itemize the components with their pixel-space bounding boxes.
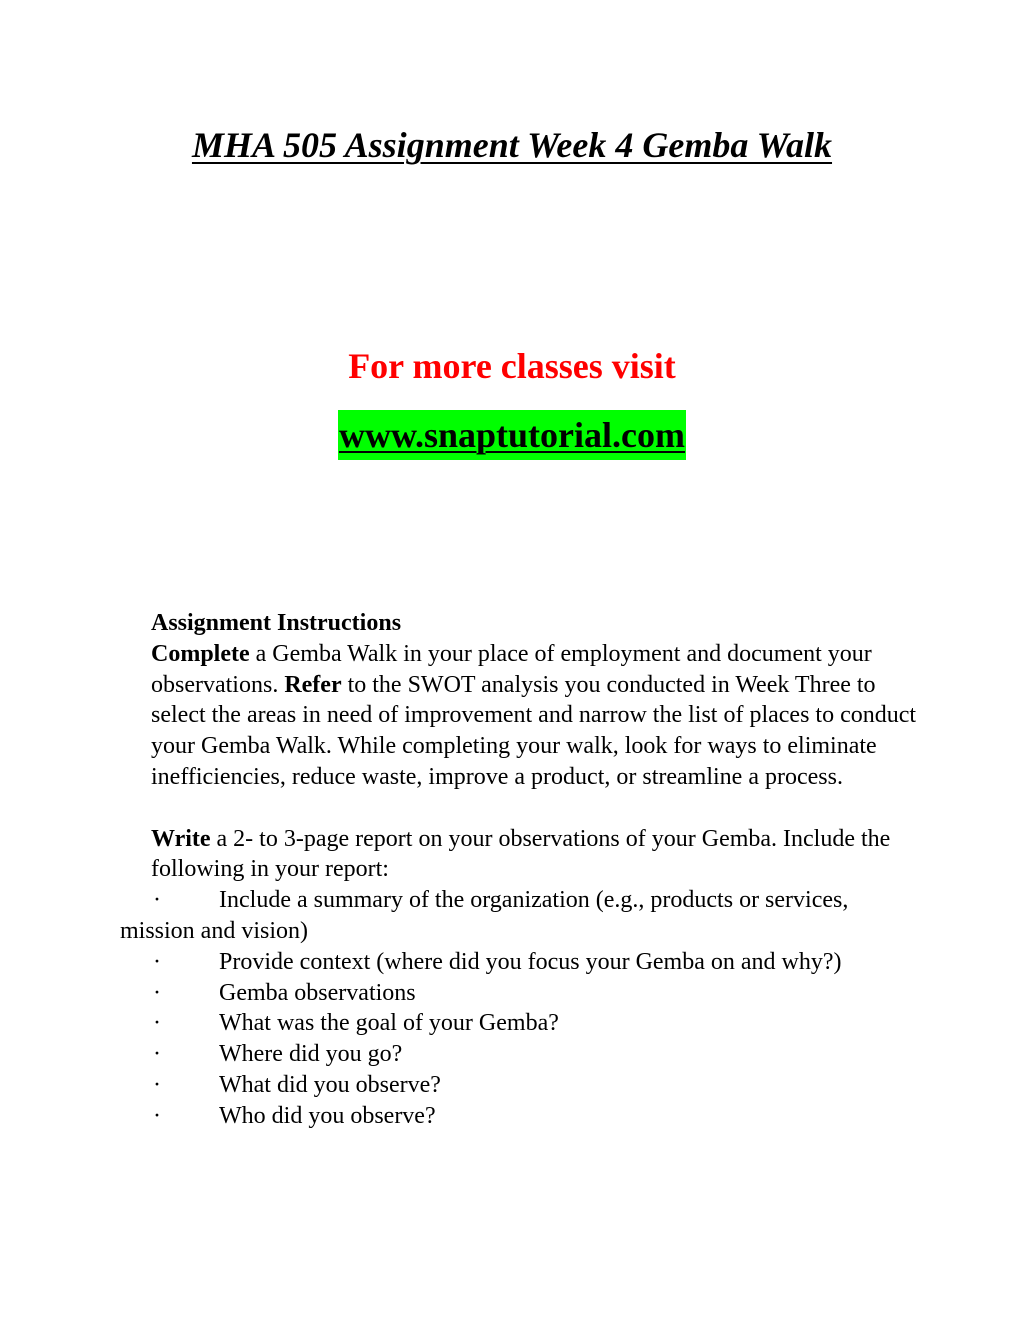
instructions-section: [120, 608, 920, 1132]
complete-keyword: Complete: [151, 640, 250, 667]
bullet-icon: ·: [153, 1010, 161, 1037]
list-item: · Provide context (where did you focus your Gemba on and why?): [120, 947, 920, 978]
bullet-icon: ·: [153, 1041, 161, 1068]
bullet-icon: ·: [153, 887, 161, 914]
list-item: · Where did you go?: [120, 1039, 920, 1070]
list-item: · What was the goal of your Gemba?: [120, 1008, 920, 1039]
instructions-paragraph-1: Complete a Gemba Walk in your place of employment and document your observations. Refer to the SWOT analysis you conducted in Week Three to select the areas in need of improvement and narrow the list of places to conduct your Gemba Walk. While completing your walk, look for ways to eliminate inefficiencies, reduce waste, improve a product, or streamline a process.: [151, 640, 917, 790]
instructions-paragraph-2: Write a 2- to 3-page report on your observations of your Gemba. Include the following in your report:: [151, 825, 891, 883]
instructions-heading: Assignment Instructions: [151, 610, 402, 636]
document-title: MHA 505 Assignment Week 4 Gemba Walk: [191, 125, 833, 165]
list-item: · Gemba observations: [120, 978, 920, 1009]
promo-link-container: [0, 410, 1024, 460]
write-keyword: Write: [151, 825, 211, 852]
snaptutorial-link[interactable]: www.snaptutorial.com: [338, 410, 686, 460]
bullet-icon: ·: [153, 1071, 161, 1098]
bullet-icon: ·: [153, 979, 161, 1006]
list-item: · Include a summary of the organization (e.g., products or services, mission and vision): [120, 887, 849, 944]
bullet-icon: ·: [153, 948, 161, 975]
list-item: · What did you observe?: [120, 1070, 920, 1101]
list-item: · Who did you observe?: [120, 1101, 920, 1132]
promo-text: For more classes visit: [348, 346, 676, 386]
bullet-icon: ·: [153, 1102, 161, 1129]
refer-keyword: Refer: [284, 671, 342, 698]
